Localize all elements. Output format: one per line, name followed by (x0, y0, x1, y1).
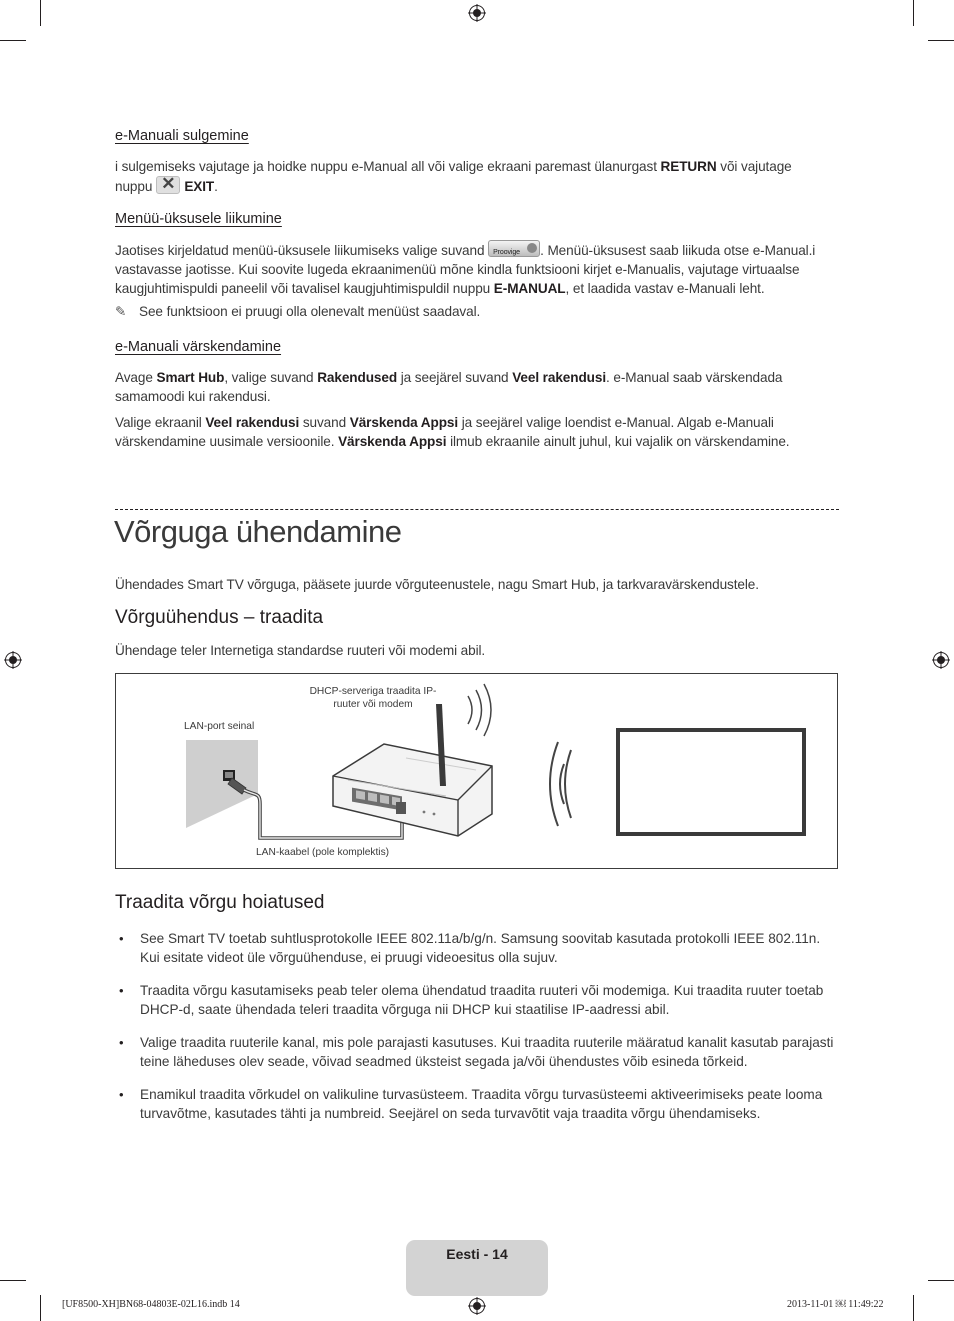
wireless-connection-diagram (115, 673, 838, 869)
list-item: • Valige traadita ruuterile kanal, mis pole parajasti kasutuses. Kui traadita ruuterile määratud kanalit kasutab parajasti teine läheduses olev seade, võivad seadmed üksteist segada ja/või ühendustes võib esineda tõrkeid. (119, 1035, 834, 1069)
tv-illustration (618, 730, 804, 834)
registration-mark-icon (932, 651, 950, 669)
page-number: Eesti - 14 (446, 1246, 508, 1262)
crop-mark (928, 1280, 954, 1281)
crop-mark (40, 1295, 41, 1321)
precautions-list (115, 929, 840, 1137)
wireless-precautions-heading: Traadita võrgu hoiatused (115, 892, 325, 913)
network-section-title: Võrguga ühendamine (114, 514, 402, 549)
bullet-glyph: • (119, 1035, 124, 1050)
registration-mark-icon (468, 4, 486, 22)
network-intro: Ühendades Smart TV võrguga, pääsete juurde võrguteenustele, nagu Smart Hub, ja tarkvaravärskendustele. (115, 577, 759, 592)
menu-navigation-text: Jaotises kirjeldatud menüü-üksusele liikumiseks valige suvand Proovige . Menüü-üksusest saab liikuda otse e-Manual.i vastavasse jaotisse. Kui soovite lugeda ekraanimenüü mõne kindla funktsiooni kirjet e-Manualis, vajutage virtuaalse kaugjuhtimispuldi paneelil või tavalisel kaugjuhtimispuldil nuppu E-MANUAL, et laadida vastav e-Manuali leht. (115, 240, 840, 298)
try-now-button-icon: Proovige (488, 240, 540, 257)
wall-illustration (186, 740, 258, 828)
emanual-key-label: E-MANUAL (493, 281, 566, 296)
note-pencil-icon: ✎ (115, 304, 127, 319)
crop-mark (0, 1280, 26, 1281)
emanual-update-heading: e-Manuali värskendamine (115, 339, 282, 355)
router-label: DHCP-serveriga traadita IP- ruuter või modem (309, 686, 437, 710)
return-key-label: RETURN (660, 159, 717, 174)
bullet-glyph: • (119, 931, 124, 946)
list-item: • See Smart TV toetab suhtlusprotokolle IEEE 802.11a/b/g/n. Samsung soovitab kasutada protokolli IEEE 802.11n. Kui esitate videot üle võrguühenduse, ei pruugi videoesitus olla sujuv. (119, 931, 821, 965)
bullet-glyph: • (119, 983, 124, 998)
section-divider (115, 509, 839, 510)
router-wifi-signal-icon (468, 684, 491, 736)
footer-file-info: [UF8500-XH]BN68-04803E-02L16.indb 14 (62, 1299, 240, 1310)
tv-wifi-signal-icon (550, 742, 571, 826)
emanual-update-paragraph-1: Avage Smart Hub, valige suvand Rakendused ja seejärel suvand Veel rakendusi. e-Manual saab värskendada samamoodi kui rakendusi. (115, 370, 783, 404)
crop-mark (913, 1295, 914, 1321)
wireless-connection-text: Ühendage teler Internetiga standardse ruuteri või modemi abil. (115, 643, 486, 658)
list-item: • Enamikul traadita võrkudel on valikuline turvasüsteem. Traadita võrgu turvasüsteemi aktiveerimiseks peate looma turvavõtme, kasutades tähti ja numbreid. Seejärel on seda turvavõtit vaja traadita võrgu ühendamiseks. (119, 1087, 823, 1121)
crop-mark (928, 40, 954, 41)
wireless-connection-heading: Võrguühendus – traadita (115, 607, 324, 628)
emanual-update-paragraph-2: Valige ekraanil Veel rakendusi suvand Värskenda Appsi ja seejärel valige loendist e-Manual. Algab e-Manuali värskendamine uusimale versioonile. Värskenda Appsi ilmub ekraanile ainult juhul, kui vajalik on värskendamine. (115, 415, 790, 449)
lan-port-label: LAN-port seinal (184, 721, 255, 732)
exit-key-label: EXIT (184, 179, 215, 194)
network-illustration (116, 674, 837, 868)
page-number-tab (406, 1240, 548, 1296)
registration-mark-icon (4, 651, 22, 669)
emanual-closing-heading: e-Manuali sulgemine (115, 128, 249, 144)
crop-mark (913, 0, 914, 26)
list-item: • Traadita võrgu kasutamiseks peab teler olema ühendatud traadita ruuteri või modemiga. Kui traadita ruuter toetab DHCP-d, saate ühendada teleri traadita võrguga nii DHCP kui staatilise IP-aadressi abil. (119, 983, 824, 1017)
registration-mark-icon (468, 1297, 486, 1315)
emanual-closing-text: i sulgemiseks vajutage ja hoidke nuppu e-Manual all või valige ekraani paremast ülanurgast RETURN või vajutage nuppu ✕ EXIT. (115, 159, 792, 194)
exit-button-icon: ✕ (156, 176, 180, 194)
footer-timestamp: 2013-11-01 ￼ 11:49:22 (787, 1299, 884, 1310)
lan-cable-label: LAN-kaabel (pole komplektis) (256, 847, 390, 858)
crop-mark (40, 0, 41, 26)
bullet-glyph: • (119, 1087, 124, 1102)
menu-navigation-heading: Menüü-üksusele liikumine (115, 211, 282, 227)
menu-navigation-note: ✎ See funktsioon ei pruugi olla olenevalt menüüst saadaval. (115, 304, 481, 319)
crop-mark (0, 40, 26, 41)
